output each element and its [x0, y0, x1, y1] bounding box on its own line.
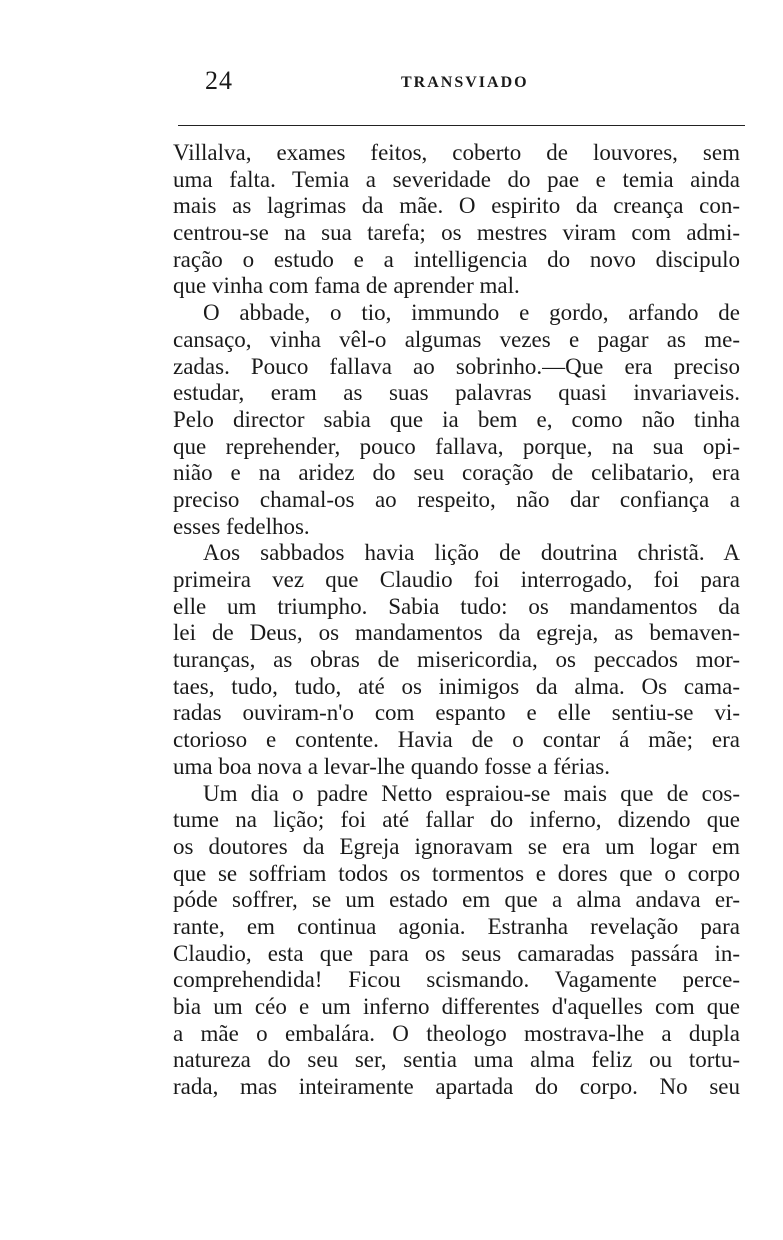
text-line: Villalva, exames feitos, coberto de louvores, sem — [173, 140, 740, 165]
text-line: radas ouviram-n'o com espanto e elle sentiu-se vi- — [173, 700, 740, 726]
page-header — [175, 64, 747, 104]
text-line: rante, em continua agonia. Estranha revelação para — [173, 913, 740, 939]
text-line: Pelo director sabia que ia bem e, como não tinha — [173, 406, 740, 432]
body-text — [173, 140, 740, 1101]
text-line: os doutores da Egreja ignoravam se era um logar em — [173, 833, 740, 859]
text-line: centrou-se na sua tarefa; os mestres viram com admi- — [173, 220, 740, 246]
text-line: turanças, as obras de misericordia, os peccados mor- — [173, 647, 740, 673]
text-line: O abbade, o tio, immundo e gordo, arfando de — [203, 300, 740, 326]
text-line: esses fedelhos. — [173, 513, 310, 539]
text-line: taes, tudo, tudo, até os inimigos da alma. Os cama- — [173, 673, 740, 699]
text-line: elle um triumpho. Sabia tudo: os mandamentos da — [173, 593, 740, 619]
page-number: 24 — [205, 66, 233, 95]
text-line: uma boa nova a levar-lhe quando fosse a férias. — [173, 753, 610, 779]
text-line: Aos sabbados havia lição de doutrina christã. A — [203, 540, 740, 566]
text-line: cansaço, vinha vêl-o algumas vezes e pagar as me- — [173, 326, 740, 352]
text-line: preciso chamal-os ao respeito, não dar confiança a — [173, 486, 740, 512]
text-line: que se soffriam todos os tormentos e dores que o corpo — [173, 860, 740, 886]
text-line: nião e na aridez do seu coração de celibatario, era — [173, 460, 740, 486]
text-line: comprehendida! Ficou scismando. Vagamente perce- — [173, 967, 740, 993]
text-line: natureza do seu ser, sentia uma alma feliz ou tortu- — [173, 1047, 740, 1073]
text-line: póde soffrer, se um estado em que a alma andava er- — [173, 887, 740, 913]
text-line: Um dia o padre Netto espraiou-se mais que de cos- — [203, 780, 740, 806]
text-line: ração o estudo e a intelligencia do novo discipulo — [173, 246, 740, 272]
text-line: que vinha com fama de aprender mal. — [173, 273, 520, 299]
text-line: que reprehender, pouco fallava, porque, na sua opi- — [173, 433, 740, 459]
text-line: lei de Deus, os mandamentos da egreja, as bemaven- — [173, 620, 740, 646]
text-line: tume na lição; foi até fallar do inferno, dizendo que — [173, 807, 740, 833]
text-line: primeira vez que Claudio foi interrogado, foi para — [173, 567, 740, 592]
text-line: a mãe o embalára. O theologo mostrava-lhe a dupla — [173, 1020, 740, 1046]
text-line: ctorioso e contente. Havia de o contar á mãe; era — [173, 727, 740, 753]
text-line: Claudio, esta que para os seus camaradas passára in- — [173, 940, 740, 966]
text-line: mais as lagrimas da mãe. O espirito da creança con- — [173, 193, 740, 219]
text-line: estudar, eram as suas palavras quasi invariaveis. — [173, 380, 740, 406]
running-title: TRANSVIADO — [401, 74, 529, 91]
text-line: zadas. Pouco fallava ao sobrinho.—Que era preciso — [173, 353, 740, 379]
text-line: bia um céo e um inferno differentes d'aquelles com que — [173, 994, 740, 1019]
text-line: rada, mas inteiramente apartada do corpo. No seu — [173, 1074, 740, 1100]
text-line: uma falta. Temia a severidade do pae e temia ainda — [173, 166, 740, 192]
header-rule — [178, 125, 745, 126]
